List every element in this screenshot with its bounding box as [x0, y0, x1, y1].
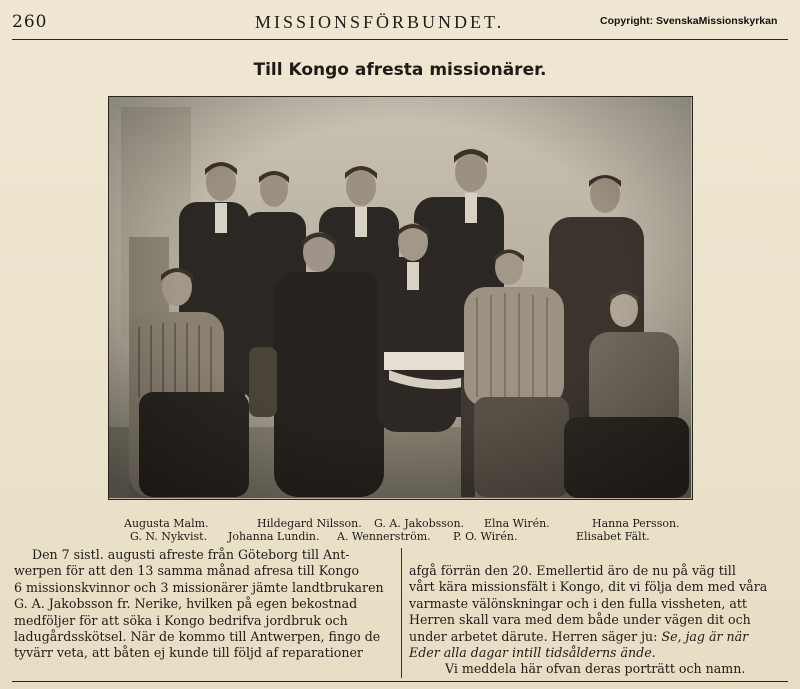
body-line: vårt kära missionsfält i Kongo, dit vi följa dem med våra: [409, 579, 768, 595]
body-line: werpen för att den 13 samma månad afresa till Kongo: [14, 563, 360, 579]
body-text: under arbetet därute. Herren säger ju:: [409, 628, 658, 644]
body-line: Den 7 sistl. augusti afreste från Göteborg till Ant-: [32, 547, 350, 562]
body-line: tyvärr veta, att båten ej kunde till följd af reparationer: [14, 645, 363, 661]
journal-title: MISSIONSFÖRBUNDET.: [255, 12, 505, 32]
body-line: Vi meddela här ofvan deras porträtt och namn.: [445, 661, 746, 677]
body-line: Herren skall vara med dem både under vägen dit och: [409, 612, 751, 628]
scripture-quote: Eder alla dagar intill tidsålderns ände.: [409, 645, 656, 661]
body-line: [409, 629, 787, 645]
caption-name: Elisabet Fält.: [576, 530, 650, 543]
copyright-notice: Copyright: SvenskaMissionskyrkan: [600, 15, 778, 27]
header-rule: [12, 39, 788, 40]
article-body-right: [409, 563, 787, 678]
portrait-illustration: [109, 97, 691, 498]
article-title: Till Kongo afresta missionärer.: [253, 60, 547, 80]
caption-name: Elna Wirén.: [484, 517, 550, 530]
body-line: G. A. Jakobsson fr. Nerike, hvilken på egen bekostnad: [14, 596, 358, 612]
body-line: varmaste välönskningar och i den fulla vissheten, att: [409, 595, 747, 611]
body-line: ladugårdsskötsel. När de kommo till Antwerpen, fingo de: [14, 629, 381, 645]
caption-name: A. Wennerström.: [337, 530, 431, 543]
caption-name: G. N. Nykvist.: [130, 530, 208, 543]
caption-name: Johanna Lundin.: [228, 530, 320, 543]
footer-rule: [12, 681, 788, 682]
caption-name: P. O. Wirén.: [453, 530, 518, 543]
caption-name: G. A. Jakobsson.: [374, 517, 465, 530]
caption-name: Hildegard Nilsson.: [257, 517, 362, 530]
group-portrait-photo: [108, 96, 693, 500]
body-line: afgå förrän den 20. Emellertid äro de nu på väg till: [409, 563, 736, 578]
body-line: medföljer för att söka i Kongo bedrifva jordbruk och: [14, 612, 348, 628]
article-body-left: [14, 547, 394, 662]
caption-name: Hanna Persson.: [592, 517, 680, 530]
column-divider: [401, 548, 402, 678]
scripture-quote: Se, jag är när: [661, 628, 749, 644]
caption-name: Augusta Malm.: [124, 517, 209, 530]
page-number: 260: [12, 12, 48, 32]
body-line: 6 missionskvinnor och 3 missionärer jämte landtbrukaren: [14, 579, 384, 595]
page-header: [12, 10, 788, 36]
